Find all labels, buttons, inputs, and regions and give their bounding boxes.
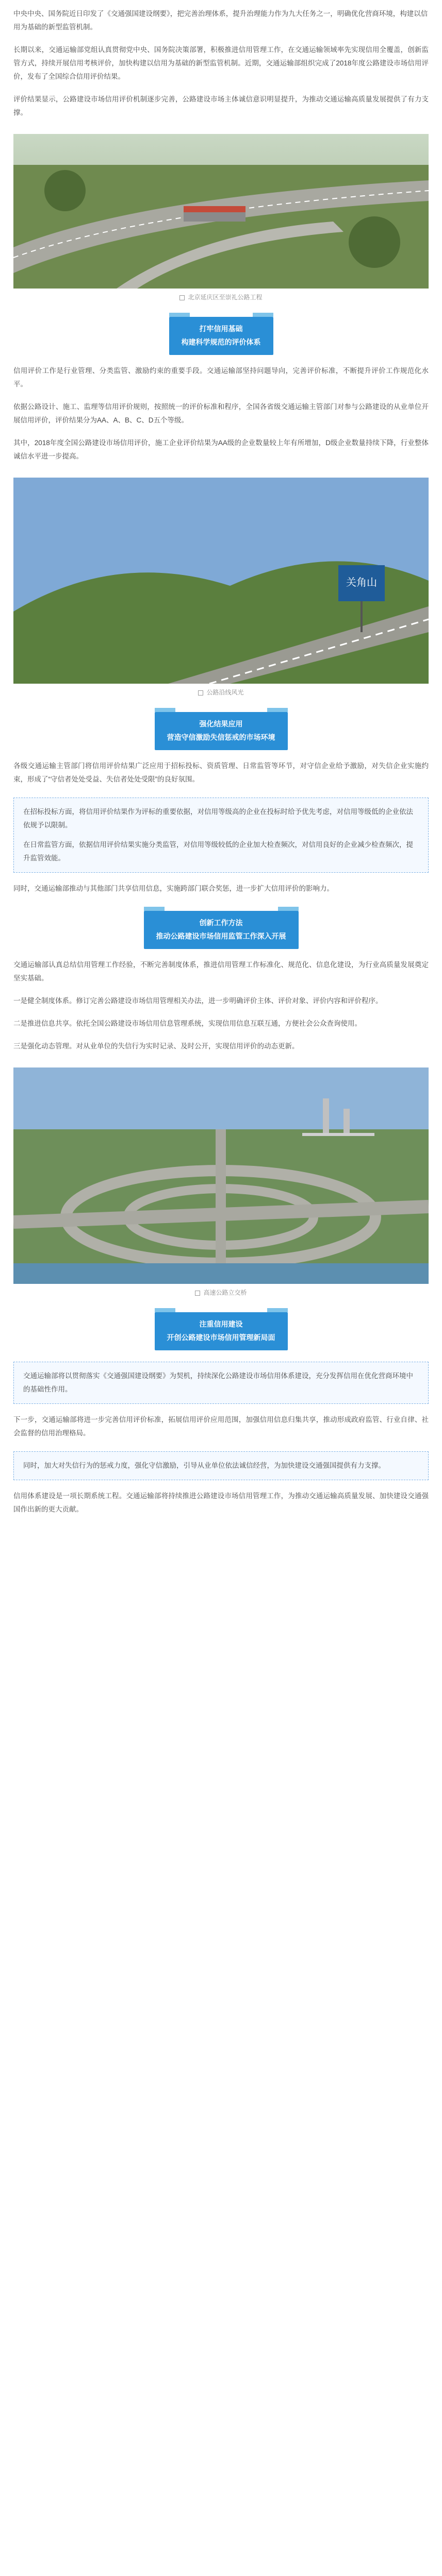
section-3-badge-wrap xyxy=(144,911,299,949)
section-2-badge: 强化结果应用 营造守信激励失信惩戒的市场环境 xyxy=(155,712,288,750)
paragraph-8: 交通运输部认真总结信用管理工作经验，不断完善制度体系，推进信用管理工作标准化、规范化、信息化建设，为行业高质量发展奠定坚实基础。 xyxy=(13,961,429,982)
section-4-badge-wrap xyxy=(144,1312,299,1350)
paragraph-11: 三是强化动态管理。对从业单位的失信行为实时记录、及时公开，实现信用评价的动态更新。 xyxy=(13,1042,299,1050)
section-1-badge: 打牢信用基础 构建科学规范的评价体系 xyxy=(169,317,273,355)
article xyxy=(0,7,442,1516)
section-2-badge-wrap xyxy=(144,712,299,750)
paragraph-1: 长期以来，交通运输部党组认真贯彻党中央、国务院决策部署，积极推进信用管理工作，在交通运输领域率先实现信用全覆盖，创新监管方式，持续开展信用考核评价，加快构建以信用为基础的新型监管机制。近期，交通运输部组织完成了2018年度公路建设市场信用评价，发布了全国综合信用评价结果。 xyxy=(13,46,429,80)
caption-icon xyxy=(195,1291,200,1296)
paragraph-7: 同时，交通运输部推动与其他部门共享信用信息，实施跨部门联合奖惩，进一步扩大信用评价的影响力。 xyxy=(13,885,334,892)
paragraph-4: 依据公路设计、施工、监理等信用评价规则，按照统一的评价标准和程序，全国各省级交通运输主管部门对参与公路建设的从业单位开展信用评价，评价结果分为AA、A、B、C、D五个等级。 xyxy=(13,403,429,424)
highway-photo-1 xyxy=(13,134,429,289)
highlight-3: 交通运输部将以贯彻落实《交通强国建设纲要》为契机，持续深化公路建设市场信用体系建设，充分发挥信用在优化营商环境中的基础性作用。 xyxy=(23,1372,413,1393)
paragraph-10: 二是推进信息共享。依托全国公路建设市场信用信息管理系统，实现信用信息互联互通，方便社会公众查询使用。 xyxy=(13,1020,362,1027)
photo-1-caption: 北京延庆区至崇礼公路工程 xyxy=(13,293,429,301)
photo-3-caption: 高速公路立交桥 xyxy=(13,1288,429,1297)
paragraph-3: 信用评价工作是行业管理、分类监管、激励约束的重要手段。交通运输部坚持问题导向，完善评价标准，不断提升评价工作规范化水平。 xyxy=(13,367,429,388)
road-sign: 关角山 xyxy=(346,577,377,588)
paragraph-6: 各级交通运输主管部门将信用评价结果广泛应用于招标投标、资质管理、日常监管等环节，对守信企业给予激励，对失信企业实施约束，形成了“守信者处处受益、失信者处处受限”的良好氛围。 xyxy=(13,762,429,783)
section-3-badge: 创新工作方法 推动公路建设市场信用监管工作深入开展 xyxy=(144,911,299,949)
paragraph-13: 信用体系建设是一项长期系统工程。交通运输部将持续推进公路建设市场信用管理工作，为推动交通运输高质量发展、加快建设交通强国作出新的更大贡献。 xyxy=(13,1492,429,1513)
paragraph-2: 评价结果显示，公路建设市场信用评价机制逐步完善，公路建设市场主体诚信意识明显提升，为推动交通运输高质量发展提供了有力支撑。 xyxy=(13,95,429,116)
interchange-illustration xyxy=(13,1067,429,1284)
highlight-2: 在日常监管方面，依据信用评价结果实施分类监管，对信用等级较低的企业加大检查频次，对信用良好的企业减少检查频次，提升监管效能。 xyxy=(23,841,413,862)
highway-photo-2 xyxy=(13,478,429,684)
mountain-road-illustration xyxy=(13,478,429,684)
highlight-1: 在招标投标方面，将信用评价结果作为评标的重要依据，对信用等级高的企业在投标时给予优先考虑，对信用等级低的企业依法依规予以限制。 xyxy=(23,808,413,829)
highway-illustration-1 xyxy=(13,134,429,289)
paragraph-12: 下一步，交通运输部将进一步完善信用评价标准，拓展信用评价应用范围，加强信用信息归集共享，推动形成政府监管、行业自律、社会监督的信用治理格局。 xyxy=(13,1416,429,1437)
highlight-4: 同时，加大对失信行为的惩戒力度，强化守信激励，引导从业单位依法诚信经营，为加快建设交通强国提供有力支撑。 xyxy=(23,1462,385,1469)
highlight-box-3 xyxy=(13,1451,429,1480)
highlight-box-2 xyxy=(13,1362,429,1404)
caption-icon xyxy=(198,690,203,696)
paragraph-5: 其中，2018年度全国公路建设市场信用评价，施工企业评价结果为AA级的企业数量较上年有所增加，D级企业数量持续下降，行业整体诚信水平进一步提高。 xyxy=(13,439,429,460)
highway-photo-3 xyxy=(13,1067,429,1284)
section-1-badge-wrap xyxy=(144,317,299,355)
highlight-box-1 xyxy=(13,798,429,873)
photo-2-caption: 公路沿线风光 xyxy=(13,688,429,697)
section-4-badge: 注重信用建设 开创公路建设市场信用管理新局面 xyxy=(155,1312,288,1350)
paragraph-9: 一是健全制度体系。修订完善公路建设市场信用管理相关办法，进一步明确评价主体、评价对象、评价内容和评价程序。 xyxy=(13,997,383,1005)
caption-icon xyxy=(179,295,185,300)
intro-paragraph: 中央中央、国务院近日印发了《交通强国建设纲要》，把完善治理体系，提升治理能力作为九大任务之一，明确优化营商环境，构建以信用为基础的新型监管机制。 xyxy=(13,10,428,31)
